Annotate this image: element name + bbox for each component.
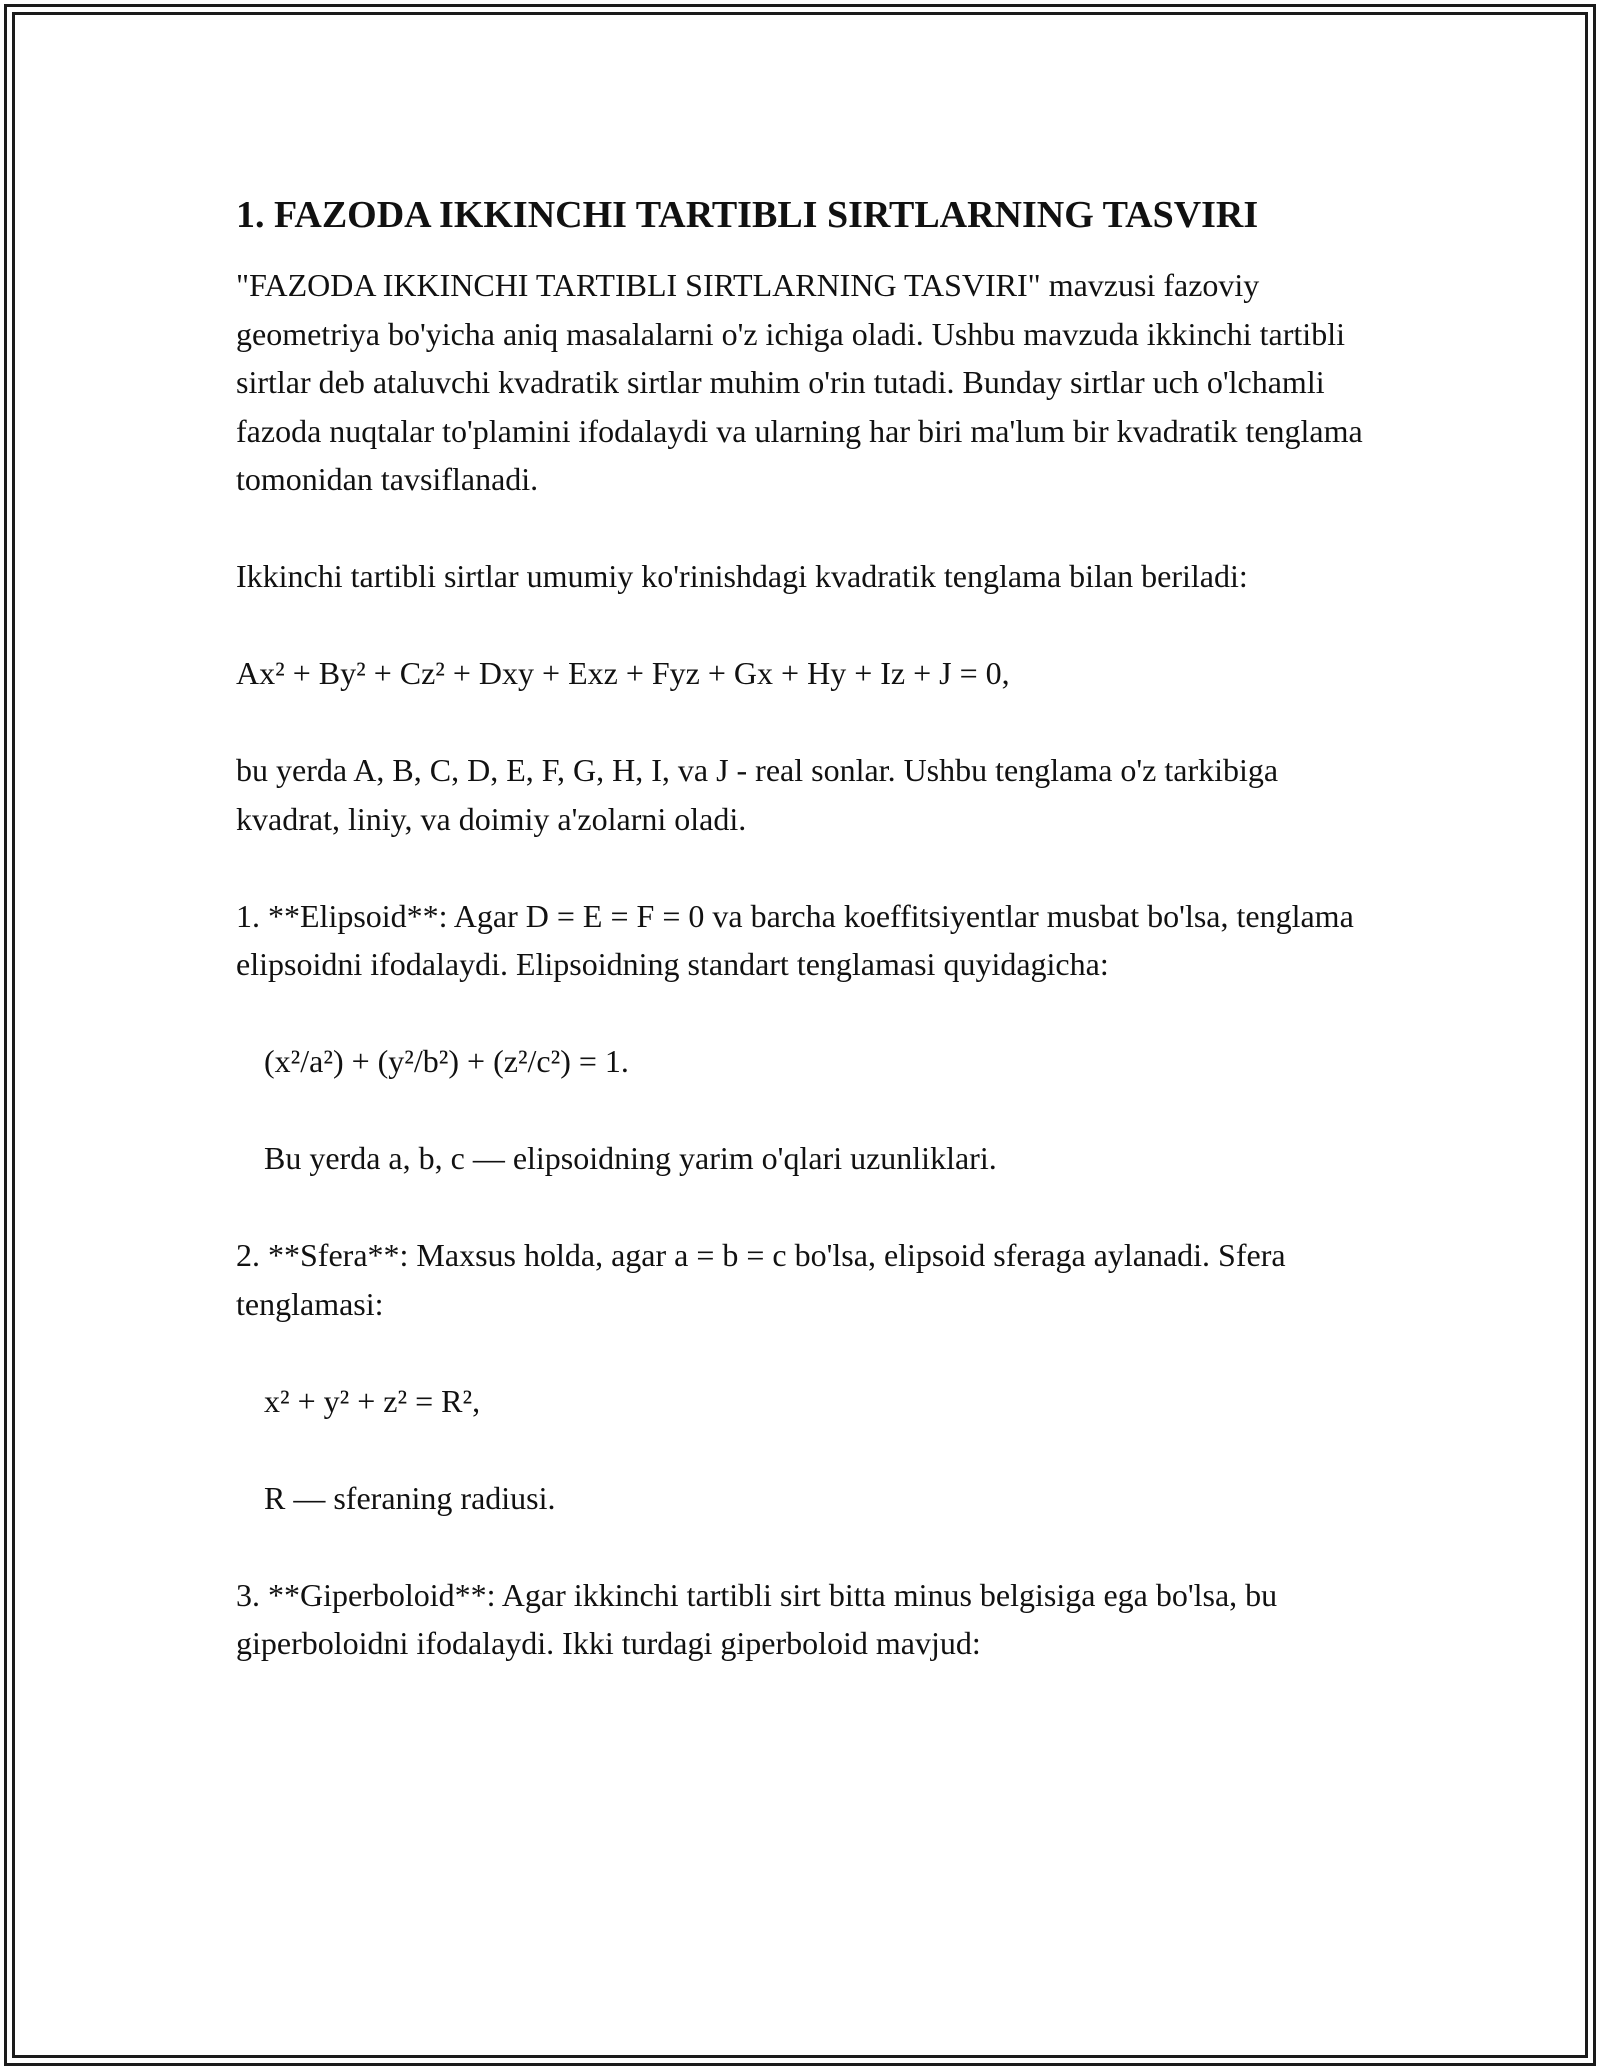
ellipsoid-item: 1. **Elipsoid**: Agar D = E = F = 0 va barcha koeffitsiyentlar musbat bo'lsa, tenglama elipsoidni ifodalaydi. Elipsoidning standart tenglamasi quyidagicha: [236,897,1362,982]
hyperboloid-item: 3. **Giperboloid**: Agar ikkinchi tartibli sirt bitta minus belgisiga ega bo'lsa, bu giperboloidni ifodalaydi. Ikki turdagi giperboloid mavjud: [236,1576,1286,1661]
section-heading: 1. FAZODA IKKINCHI TARTIBLI SIRTLARNING TASVIRI [236,194,1259,236]
general-equation-intro: Ikkinchi tartibli sirtlar umumiy ko'rinishdagi kvadratik tenglama bilan beriladi: [236,558,1248,594]
document-body [236,188,1371,1716]
sphere-item: 2. **Sfera**: Maxsus holda, agar a = b = c bo'lsa, elipsoid sferaga aylanadi. Sfera tenglamasi: [236,1237,1294,1322]
sphere-equation: x² + y² + z² = R², [264,1382,481,1419]
intro-paragraph: "FAZODA IKKINCHI TARTIBLI SIRTLARNING TASVIRI" mavzusi fazoviy geometriya bo'yicha aniq masalalarni o'z ichiga oladi. Ushbu mavzuda ikkinchi tartibli sirtlar deb ataluvchi kvadratik sirtlar muhim o'rin tutadi. Bunday sirtlar uch o'lchamli fazoda nuqtalar to'plamini ifodalaydi va ularning har biri ma'lum bir kvadratik tenglama tomonidan tavsiflanadi. [236,267,1371,497]
general-equation: Ax² + By² + Cz² + Dxy + Exz + Fyz + Gx + Hy + Iz + J = 0, [236,655,1010,691]
ellipsoid-equation: (x²/a²) + (y²/b²) + (z²/c²) = 1. [264,1043,629,1079]
sphere-note: R — sferaning radiusi. [264,1479,556,1516]
ellipsoid-note: Bu yerda a, b, c — elipsoidning yarim o'qlari uzunliklari. [264,1140,997,1176]
coefficients-paragraph: bu yerda A, B, C, D, E, F, G, H, I, va J - real sonlar. Ushbu tenglama o'z tarkibiga kvadrat, liniy, va doimiy a'zolarni oladi. [236,752,1287,837]
